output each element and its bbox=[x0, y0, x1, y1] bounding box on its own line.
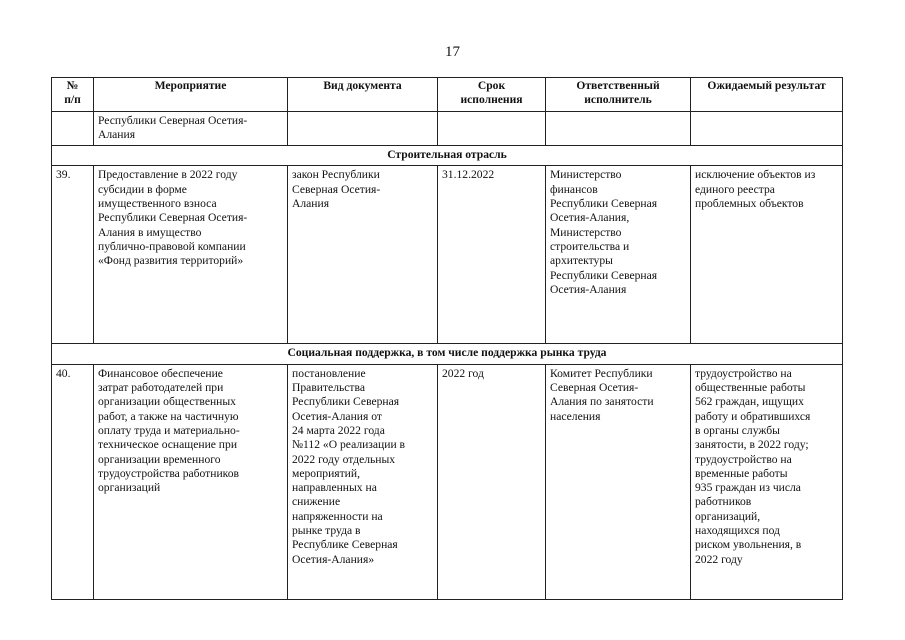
row-doc-type bbox=[288, 364, 438, 599]
cell-line: оплату труда и материально- bbox=[98, 423, 240, 437]
cell-line: Северная Осетия- bbox=[292, 182, 381, 196]
row-event bbox=[94, 166, 288, 344]
cell-line: исключение объектов из bbox=[695, 168, 816, 182]
cell-line: строительства и bbox=[550, 239, 630, 253]
row-num: 40. bbox=[52, 364, 94, 599]
cell-line: в органы службы bbox=[695, 423, 780, 437]
cell-line: Министерство bbox=[550, 225, 622, 239]
cell-line: исполнения bbox=[460, 93, 523, 107]
continuation-row bbox=[52, 111, 843, 146]
cell-line: финансов bbox=[550, 182, 598, 196]
header-responsible bbox=[546, 78, 691, 112]
cell-line: временные работы bbox=[695, 466, 788, 480]
page-number: 17 bbox=[445, 44, 460, 60]
continuation-event bbox=[94, 111, 288, 146]
cell-line: №112 «О реализации в bbox=[292, 438, 406, 452]
cell-line: архитектуры bbox=[550, 254, 613, 268]
header-result bbox=[691, 78, 843, 112]
cell-line: Финансовое обеспечение bbox=[98, 366, 223, 380]
cell-line: публично-правовой компании bbox=[98, 239, 246, 253]
cell-line: Министерство bbox=[550, 168, 622, 182]
cell-line: исполнитель bbox=[584, 93, 652, 107]
header-doc-type bbox=[288, 78, 438, 112]
header-num bbox=[52, 78, 94, 112]
cell-line: субсидии в форме bbox=[98, 182, 187, 196]
cell-line: работу и обратившихся bbox=[695, 409, 811, 423]
row-result bbox=[691, 166, 843, 344]
cell-line: № bbox=[66, 79, 79, 92]
section-header-social-support bbox=[52, 344, 843, 364]
header-deadline bbox=[438, 78, 546, 112]
row-doc-type bbox=[288, 166, 438, 344]
cell-line: Алания bbox=[98, 127, 136, 141]
cell-line: напряженности на bbox=[292, 509, 383, 523]
cell-line: Республики Северная Осетия- bbox=[98, 211, 248, 225]
cell-line: Алания в имущество bbox=[98, 225, 202, 239]
continuation-deadline bbox=[438, 111, 546, 146]
cell-line: Вид документа bbox=[323, 79, 402, 92]
cell-line: затрат работодателей при bbox=[98, 381, 224, 395]
cell-line: Ожидаемый результат bbox=[707, 79, 826, 92]
cell-line: населения bbox=[550, 409, 601, 423]
cell-line: 2022 году отдельных bbox=[292, 452, 396, 466]
cell-line: Срок bbox=[477, 79, 506, 92]
cell-line: организаций, bbox=[695, 509, 761, 523]
table-row bbox=[52, 364, 843, 599]
cell-line: общественные работы bbox=[695, 381, 806, 395]
cell-line: 2022 год bbox=[442, 366, 484, 380]
cell-line: 562 граждан, ищущих bbox=[695, 395, 804, 409]
cell-line: мероприятий, bbox=[292, 466, 360, 480]
cell-line: п/п bbox=[64, 93, 81, 107]
row-deadline bbox=[438, 166, 546, 344]
cell-line: 24 марта 2022 года bbox=[292, 423, 385, 437]
cell-line: организации временного bbox=[98, 452, 221, 466]
cell-line: закон Республики bbox=[292, 168, 380, 182]
cell-line: «Фонд развития территорий» bbox=[98, 254, 244, 268]
cell-line: трудоустройство на bbox=[695, 366, 792, 380]
cell-line: Ответственный bbox=[576, 79, 660, 92]
cell-line: техническое оснащение при bbox=[98, 438, 238, 452]
cell-line: Республики Северная bbox=[550, 197, 658, 211]
cell-line: Предоставление в 2022 году bbox=[98, 168, 238, 182]
cell-line: Северная Осетия- bbox=[550, 381, 639, 395]
row-event bbox=[94, 364, 288, 599]
cell-line: Осетия-Алания от bbox=[292, 409, 382, 423]
cell-line: Алания по занятости bbox=[550, 395, 654, 409]
section-title: Строительная отрасль bbox=[52, 146, 843, 166]
cell-line: Осетия-Алания» bbox=[292, 552, 375, 566]
row-responsible bbox=[546, 364, 691, 599]
cell-line: Республике Северная bbox=[292, 538, 398, 552]
cell-line: работников bbox=[695, 495, 752, 509]
cell-line: 31.12.2022 bbox=[442, 168, 495, 182]
cell-line: находящихся под bbox=[695, 524, 780, 538]
continuation-num bbox=[52, 111, 94, 146]
cell-line: организаций bbox=[98, 481, 161, 495]
cell-line: трудоустройство на bbox=[695, 452, 792, 466]
cell-line: риском увольнения, в bbox=[695, 538, 802, 552]
cell-line: направленных на bbox=[292, 481, 377, 495]
row-deadline bbox=[438, 364, 546, 599]
cell-line: Республики Северная Осетия- bbox=[98, 113, 248, 127]
cell-line: Осетия-Алания bbox=[550, 282, 627, 296]
cell-line: единого реестра bbox=[695, 182, 775, 196]
cell-line: работ, а также на частичную bbox=[98, 409, 239, 423]
continuation-doc-type bbox=[288, 111, 438, 146]
cell-line: проблемных объектов bbox=[695, 197, 804, 211]
continuation-result bbox=[691, 111, 843, 146]
table-header-row bbox=[52, 78, 843, 112]
cell-line: Комитет Республики bbox=[550, 366, 653, 380]
row-num: 39. bbox=[52, 166, 94, 344]
cell-line: Республики Северная bbox=[292, 395, 400, 409]
cell-line: Мероприятие bbox=[154, 79, 227, 92]
row-result bbox=[691, 364, 843, 599]
cell-line: Алания bbox=[292, 197, 330, 211]
section-header-construction bbox=[52, 146, 843, 166]
cell-line: организации общественных bbox=[98, 395, 236, 409]
cell-line: 935 граждан из числа bbox=[695, 481, 801, 495]
cell-line: постановление bbox=[292, 366, 366, 380]
cell-line: 2022 году bbox=[695, 552, 743, 566]
table-row bbox=[52, 166, 843, 344]
cell-line: трудоустройства работников bbox=[98, 466, 239, 480]
cell-line: рынке труда в bbox=[292, 524, 361, 538]
cell-line: занятости, в 2022 году; bbox=[695, 438, 809, 452]
section-title: Социальная поддержка, в том числе поддержка рынка труда bbox=[52, 344, 843, 364]
header-event bbox=[94, 78, 288, 112]
cell-line: Республики Северная bbox=[550, 268, 658, 282]
cell-line: снижение bbox=[292, 495, 341, 509]
cell-line: имущественного взноса bbox=[98, 197, 217, 211]
continuation-responsible bbox=[546, 111, 691, 146]
events-table bbox=[51, 77, 843, 600]
cell-line: Правительства bbox=[292, 381, 365, 395]
cell-line: Осетия-Алания, bbox=[550, 211, 630, 225]
row-responsible bbox=[546, 166, 691, 344]
